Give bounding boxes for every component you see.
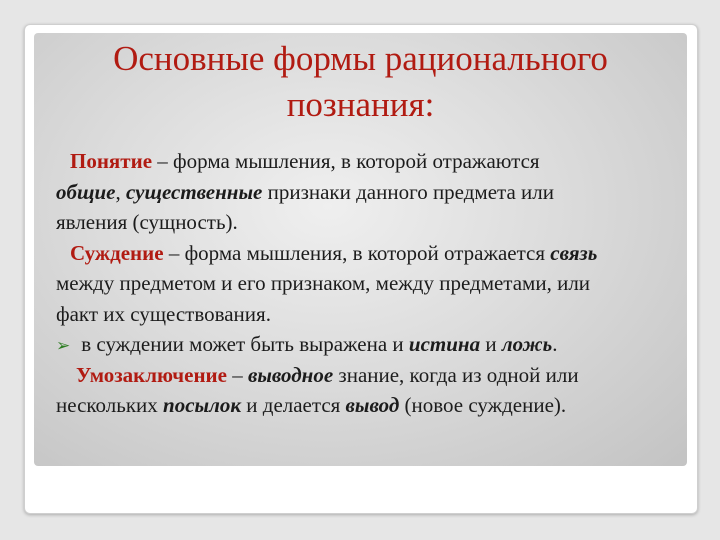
concept-line-1 bbox=[56, 146, 682, 177]
inference-separator: – bbox=[226, 362, 248, 387]
bullet-text-2: и bbox=[480, 332, 502, 356]
inference-text-2a: нескольких bbox=[56, 393, 164, 417]
inference-em-conclusion: вывод bbox=[345, 393, 400, 417]
judgement-em-link: связь bbox=[550, 240, 598, 265]
bullet-line bbox=[56, 329, 682, 360]
bullet-em-false: ложь bbox=[501, 332, 553, 356]
arrow-bullet-icon: ➢ bbox=[56, 336, 71, 355]
concept-line-3: явления (сущность). bbox=[56, 210, 238, 234]
inference-text-2c: (новое суждение). bbox=[399, 393, 567, 417]
slide-body bbox=[56, 146, 682, 421]
inference-line-1 bbox=[56, 360, 682, 391]
concept-term: Понятие bbox=[70, 149, 153, 173]
concept-text-2: признаки данного предмета или bbox=[262, 179, 554, 204]
title-line-2: познания: bbox=[286, 85, 435, 124]
judgement-line-3: факт их существования. bbox=[56, 301, 271, 326]
slide-title bbox=[34, 36, 687, 128]
bullet-em-truth: истина bbox=[408, 332, 481, 356]
judgement-term: Суждение bbox=[70, 240, 164, 265]
concept-text-1: – форма мышления, в которой отражаются bbox=[152, 149, 540, 173]
inference-em-premises: посылок bbox=[163, 393, 242, 417]
inference-text-2b: и делается bbox=[241, 393, 346, 417]
inference-line-2 bbox=[56, 390, 682, 421]
inference-term: Умозаключение bbox=[76, 362, 227, 387]
bullet-text-1: в суждении может быть выражена и bbox=[76, 332, 409, 356]
judgement-text-1: – форма мышления, в которой отражается bbox=[163, 240, 551, 265]
concept-line-2 bbox=[56, 177, 682, 208]
inference-em-derived: выводное bbox=[247, 362, 334, 387]
judgement-line-1 bbox=[56, 238, 682, 269]
concept-separator: , bbox=[115, 179, 126, 204]
judgement-line-2: между предметом и его признаком, между предметами, или bbox=[56, 271, 591, 295]
concept-em-general: общие bbox=[56, 179, 116, 204]
bullet-text-3: . bbox=[552, 332, 558, 356]
concept-em-essential: существенные bbox=[125, 179, 263, 204]
title-line-1: Основные формы рационального bbox=[113, 39, 608, 78]
inference-text-1: знание, когда из одной или bbox=[333, 362, 579, 387]
